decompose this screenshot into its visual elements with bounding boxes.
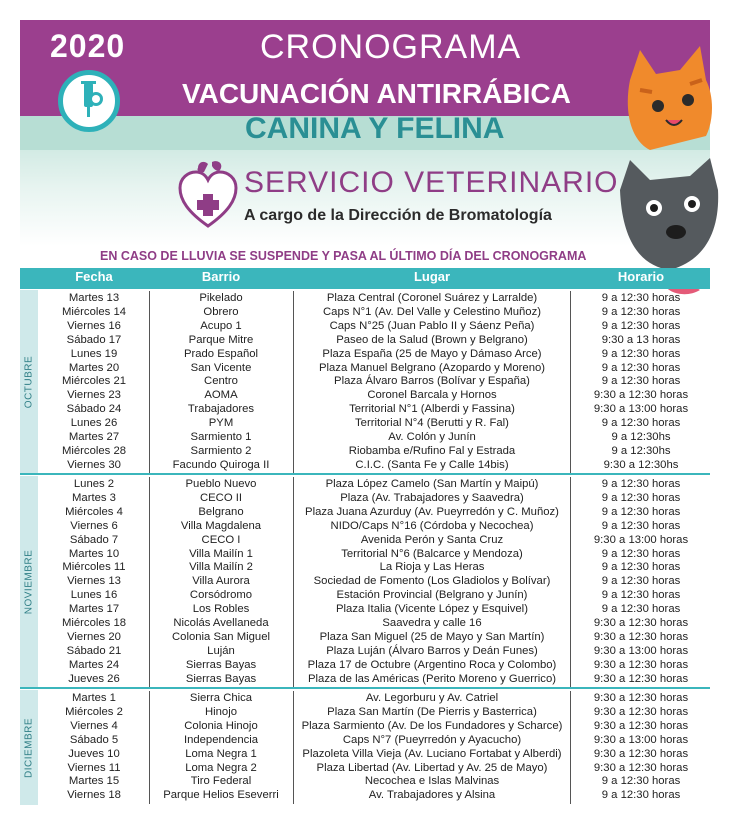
title-line-2: VACUNACIÓN ANTIRRÁBICA xyxy=(182,78,571,109)
cell-fecha: Jueves 10 xyxy=(68,747,120,760)
cell-horario: 9 a 12:30 horas xyxy=(601,375,681,388)
cell-lugar: Caps N°1 (Av. Del Valle y Celestino Muñoz) xyxy=(323,305,541,318)
cell-barrio: Pikelado xyxy=(199,292,243,304)
cell-lugar: Plazoleta Villa Vieja (Av. Luciano Fortabat y Alberdi) xyxy=(302,747,562,760)
cell-lugar: Saavedra y calle 16 xyxy=(382,617,482,629)
cell-barrio: Parque Helios Eseverri xyxy=(163,789,279,802)
cell-lugar: Plaza (Av. Trabajadores y Saavedra) xyxy=(340,491,524,504)
cell-lugar: Caps N°7 (Pueyrredón y Ayacucho) xyxy=(342,733,522,746)
cell-horario: 9:30 a 13:00 horas xyxy=(593,533,689,546)
cell-lugar: Territorial N°4 (Berutti y R. Fal) xyxy=(355,417,509,430)
cell-barrio: CECO I xyxy=(201,533,241,546)
title-line-1: CRONOGRAMA xyxy=(260,28,522,66)
table-row xyxy=(20,319,710,333)
cell-horario: 9 a 12:30 horas xyxy=(601,305,681,318)
cell-lugar: Plaza Luján (Álvaro Barros y Deán Funes) xyxy=(326,644,538,657)
cell-horario: 9:30 a 12:30 horas xyxy=(593,658,689,671)
cell-barrio: Loma Negra 1 xyxy=(185,747,257,760)
cell-horario: 9 a 12:30 horas xyxy=(601,417,681,430)
service-title: SERVICIO VETERINARIO xyxy=(244,166,619,199)
cell-fecha: Miércoles 21 xyxy=(61,375,127,388)
cell-horario: 9:30 a 12:30 horas xyxy=(593,761,689,774)
cell-fecha: Lunes 16 xyxy=(70,589,118,602)
cell-lugar: Plaza Central (Coronel Suárez y Larralde) xyxy=(326,292,538,304)
cell-lugar: Riobamba e/Rufino Fal y Estrada xyxy=(348,444,516,457)
cell-barrio: San Vicente xyxy=(190,361,252,374)
table-row xyxy=(20,491,710,505)
cell-horario: 9:30 a 12:30 horas xyxy=(593,719,689,732)
cell-lugar: Plaza San Martín (De Pierris y Basterrica) xyxy=(327,705,537,718)
cell-fecha: Viernes 16 xyxy=(67,319,121,332)
table-row xyxy=(20,388,710,402)
table-row xyxy=(20,588,710,602)
cell-horario: 9 a 12:30 horas xyxy=(601,292,681,304)
cell-horario: 9:30 a 13:00 horas xyxy=(593,403,689,416)
cell-horario: 9 a 12:30 horas xyxy=(601,603,681,616)
cell-horario: 9:30 a 13:00 horas xyxy=(593,733,689,746)
cell-barrio: Belgrano xyxy=(198,505,244,518)
cell-lugar: Plaza Italia (Vicente López y Esquivel) xyxy=(336,603,528,616)
cell-barrio: Colonia Hinojo xyxy=(184,719,258,732)
cell-fecha: Sábado 21 xyxy=(66,644,122,657)
cell-horario: 9 a 12:30 horas xyxy=(601,347,681,360)
cell-fecha: Viernes 30 xyxy=(67,458,121,471)
cell-barrio: Parque Mitre xyxy=(188,333,254,346)
cell-barrio: Villa Magdalena xyxy=(180,519,262,532)
cell-fecha: Martes 24 xyxy=(68,658,120,671)
cell-fecha: Martes 1 xyxy=(72,692,116,704)
table-header xyxy=(20,268,710,287)
cell-barrio: Colonia San Miguel xyxy=(172,630,270,643)
table-row xyxy=(20,691,710,705)
cell-fecha: Miércoles 18 xyxy=(61,617,127,629)
cell-horario: 9:30 a 12:30 horas xyxy=(593,705,689,718)
cell-fecha: Martes 13 xyxy=(68,292,120,304)
cell-horario: 9 a 12:30 horas xyxy=(601,519,681,532)
cell-fecha: Jueves 26 xyxy=(68,672,120,685)
column-header-lugar: Lugar xyxy=(413,269,451,284)
cell-fecha: Martes 10 xyxy=(68,547,120,560)
cell-fecha: Miércoles 14 xyxy=(61,305,127,318)
cell-lugar: Avenida Perón y Santa Cruz xyxy=(360,533,504,546)
cell-fecha: Martes 20 xyxy=(68,361,120,374)
cell-lugar: Av. Trabajadores y Alsina xyxy=(368,789,496,802)
cell-lugar: Plaza Sarmiento (Av. De los Fundadores y Scharce) xyxy=(301,719,563,732)
cell-lugar: Plaza de las Américas (Perito Moreno y Guerrico) xyxy=(308,672,556,685)
table-row xyxy=(20,333,710,347)
cell-fecha: Viernes 4 xyxy=(70,719,118,732)
month-name: OCTUBRE xyxy=(23,356,35,409)
month-name: DICIEMBRE xyxy=(23,717,35,778)
cell-barrio: Loma Negra 2 xyxy=(185,761,257,774)
cell-barrio: Sarmiento 1 xyxy=(190,431,252,443)
table-row xyxy=(20,672,710,686)
cell-horario: 9:30 a 12:30 horas xyxy=(593,617,689,629)
cell-lugar: Territorial N°6 (Balcarce y Mendoza) xyxy=(341,547,523,560)
cell-horario: 9:30 a 12:30 horas xyxy=(593,389,689,402)
cell-horario: 9 a 12:30 horas xyxy=(601,789,681,802)
cell-fecha: Lunes 19 xyxy=(70,347,118,360)
table-row xyxy=(20,774,710,788)
cell-lugar: Plaza España (25 de Mayo y Dámaso Arce) xyxy=(322,347,542,360)
table-row xyxy=(20,788,710,802)
cell-fecha: Viernes 13 xyxy=(67,575,121,588)
cell-lugar: Sociedad de Fomento (Los Gladiolos y Bolívar) xyxy=(313,575,551,588)
cell-barrio: Los Robles xyxy=(192,603,250,616)
cell-fecha: Miércoles 28 xyxy=(61,444,127,457)
cell-barrio: Sarmiento 2 xyxy=(190,444,252,457)
table-row xyxy=(20,574,710,588)
cell-horario: 9 a 12:30hs xyxy=(611,431,671,443)
cell-lugar: Necochea e Islas Malvinas xyxy=(364,775,500,788)
cell-horario: 9 a 12:30 horas xyxy=(601,561,681,574)
table-row xyxy=(20,658,710,672)
table-row xyxy=(20,458,710,472)
rain-notice: EN CASO DE LLUVIA SE SUSPENDE Y PASA AL ÚLTIMO DÍA DEL CRONOGRAMA xyxy=(100,249,587,263)
section-divider xyxy=(20,687,710,689)
cell-lugar: C.I.C. (Santa Fe y Calle 14bis) xyxy=(355,458,509,471)
cell-horario: 9:30 a 12:30 horas xyxy=(593,630,689,643)
column-header-barrio: Barrio xyxy=(201,269,241,284)
table-row xyxy=(20,747,710,761)
cell-horario: 9 a 12:30 horas xyxy=(601,361,681,374)
title-line-3: CANINA Y FELINA xyxy=(245,112,505,145)
cell-horario: 9:30 a 13:00 horas xyxy=(593,644,689,657)
cell-lugar: Caps N°25 (Juan Pablo II y Sáenz Peña) xyxy=(329,319,535,332)
cell-barrio: Hinojo xyxy=(204,705,238,718)
cell-horario: 9:30 a 12:30 horas xyxy=(593,747,689,760)
column-header-horario: Horario xyxy=(617,269,665,284)
heart-pets-logo-icon xyxy=(178,160,238,232)
cell-fecha: Sábado 17 xyxy=(66,333,122,346)
cell-barrio: Villa Aurora xyxy=(192,575,250,588)
cell-fecha: Lunes 26 xyxy=(70,417,118,430)
cell-barrio: Obrero xyxy=(203,305,239,318)
table-row xyxy=(20,616,710,630)
table-row xyxy=(20,733,710,747)
cell-lugar: Plaza San Miguel (25 de Mayo y San Martín) xyxy=(319,630,545,643)
table-row xyxy=(20,761,710,775)
section-divider xyxy=(20,473,710,475)
cell-barrio: Sierras Bayas xyxy=(185,672,257,685)
cell-barrio: PYM xyxy=(208,417,234,430)
cell-horario: 9 a 12:30 horas xyxy=(601,319,681,332)
cell-fecha: Viernes 11 xyxy=(67,761,121,774)
cell-fecha: Sábado 7 xyxy=(69,533,119,546)
cell-barrio: Corsódromo xyxy=(189,589,253,602)
service-subtitle: A cargo de la Dirección de Bromatología xyxy=(244,207,552,224)
cell-lugar: Plaza López Camelo (San Martín y Maipú) xyxy=(325,478,539,490)
cell-barrio: Trabajadores xyxy=(187,403,255,416)
table-row xyxy=(20,505,710,519)
table-row xyxy=(20,361,710,375)
table-row xyxy=(20,374,710,388)
section-divider xyxy=(20,287,710,289)
table-row xyxy=(20,291,710,305)
cell-horario: 9 a 12:30hs xyxy=(611,444,671,457)
table-row xyxy=(20,602,710,616)
cell-barrio: Prado Español xyxy=(183,347,259,360)
cell-barrio: CECO II xyxy=(199,491,243,504)
table-row xyxy=(20,630,710,644)
cell-fecha: Lunes 2 xyxy=(73,478,115,490)
cell-fecha: Miércoles 4 xyxy=(65,505,123,518)
table-row xyxy=(20,547,710,561)
cell-lugar: Av. Legorburu y Av. Catriel xyxy=(365,692,499,704)
cell-lugar: Territorial N°1 (Alberdi y Fassina) xyxy=(349,403,515,416)
table-row xyxy=(20,305,710,319)
vaccine-logo-icon xyxy=(58,70,120,132)
cell-lugar: Plaza Juana Azurduy (Av. Pueyrredón y C. Muñoz) xyxy=(305,505,559,518)
table-row xyxy=(20,705,710,719)
cell-barrio: AOMA xyxy=(204,389,238,402)
cell-horario: 9:30 a 12:30hs xyxy=(603,458,679,471)
cell-barrio: Villa Mailín 2 xyxy=(189,561,253,574)
cell-lugar: Plaza Manuel Belgrano (Azopardo y Moreno) xyxy=(318,361,546,374)
cell-lugar: NIDO/Caps N°16 (Córdoba y Necochea) xyxy=(330,519,534,532)
table-row xyxy=(20,644,710,658)
cell-fecha: Sábado 5 xyxy=(69,733,119,746)
cell-barrio: Luján xyxy=(207,644,235,657)
cell-lugar: Plaza Álvaro Barros (Bolívar y España) xyxy=(334,375,530,388)
cell-horario: 9 a 12:30 horas xyxy=(601,589,681,602)
cell-lugar: Plaza 17 de Octubre (Argentino Roca y Colombo) xyxy=(307,658,557,671)
cell-lugar: Paseo de la Salud (Brown y Belgrano) xyxy=(336,333,528,346)
cell-horario: 9:30 a 13 horas xyxy=(601,333,681,346)
table-row xyxy=(20,719,710,733)
month-name: NOVIEMBRE xyxy=(23,549,35,615)
cell-horario: 9 a 12:30 horas xyxy=(601,547,681,560)
cell-fecha: Viernes 6 xyxy=(70,519,118,532)
cell-fecha: Miércoles 2 xyxy=(65,705,123,718)
cell-fecha: Viernes 18 xyxy=(67,789,121,802)
cell-barrio: Sierra Chica xyxy=(189,692,253,704)
table-row xyxy=(20,416,710,430)
table-row xyxy=(20,560,710,574)
cell-fecha: Sábado 24 xyxy=(66,403,122,416)
table-row xyxy=(20,430,710,444)
cell-horario: 9 a 12:30 horas xyxy=(601,491,681,504)
cell-barrio: Centro xyxy=(204,375,238,388)
cell-horario: 9:30 a 12:30 horas xyxy=(593,692,689,704)
cell-barrio: Facundo Quiroga II xyxy=(172,458,270,471)
cell-lugar: Estación Provincial (Belgrano y Junín) xyxy=(336,589,528,602)
cell-lugar: Coronel Barcala y Hornos xyxy=(367,389,497,402)
cell-horario: 9 a 12:30 horas xyxy=(601,775,681,788)
year-label: 2020 xyxy=(50,28,126,64)
cell-lugar: Av. Colón y Junín xyxy=(388,431,476,443)
cell-fecha: Martes 3 xyxy=(72,491,116,504)
cell-fecha: Martes 15 xyxy=(68,775,120,788)
cell-fecha: Viernes 20 xyxy=(67,630,121,643)
table-row xyxy=(20,347,710,361)
cell-horario: 9 a 12:30 horas xyxy=(601,575,681,588)
cell-barrio: Nicolás Avellaneda xyxy=(173,617,269,629)
cell-horario: 9 a 12:30 horas xyxy=(601,505,681,518)
cell-barrio: Sierras Bayas xyxy=(185,658,257,671)
cell-barrio: Pueblo Nuevo xyxy=(185,478,257,490)
column-header-fecha: Fecha xyxy=(75,269,113,284)
cell-fecha: Viernes 23 xyxy=(67,389,121,402)
cell-barrio: Acupo 1 xyxy=(200,319,242,332)
cell-lugar: Plaza Libertad (Av. Libertad y Av. 25 de Mayo) xyxy=(316,761,548,774)
cell-fecha: Martes 17 xyxy=(68,603,120,616)
table-row xyxy=(20,477,710,491)
cell-barrio: Villa Mailín 1 xyxy=(189,547,253,560)
cell-lugar: La Rioja y Las Heras xyxy=(379,561,485,574)
cell-barrio: Independencia xyxy=(183,733,259,746)
cell-fecha: Martes 27 xyxy=(68,431,120,443)
cell-fecha: Miércoles 11 xyxy=(62,561,126,574)
table-row xyxy=(20,533,710,547)
cell-horario: 9 a 12:30 horas xyxy=(601,478,681,490)
table-row xyxy=(20,444,710,458)
table-row xyxy=(20,519,710,533)
cell-horario: 9:30 a 12:30 horas xyxy=(593,672,689,685)
table-row xyxy=(20,402,710,416)
cell-barrio: Tiro Federal xyxy=(190,775,252,788)
